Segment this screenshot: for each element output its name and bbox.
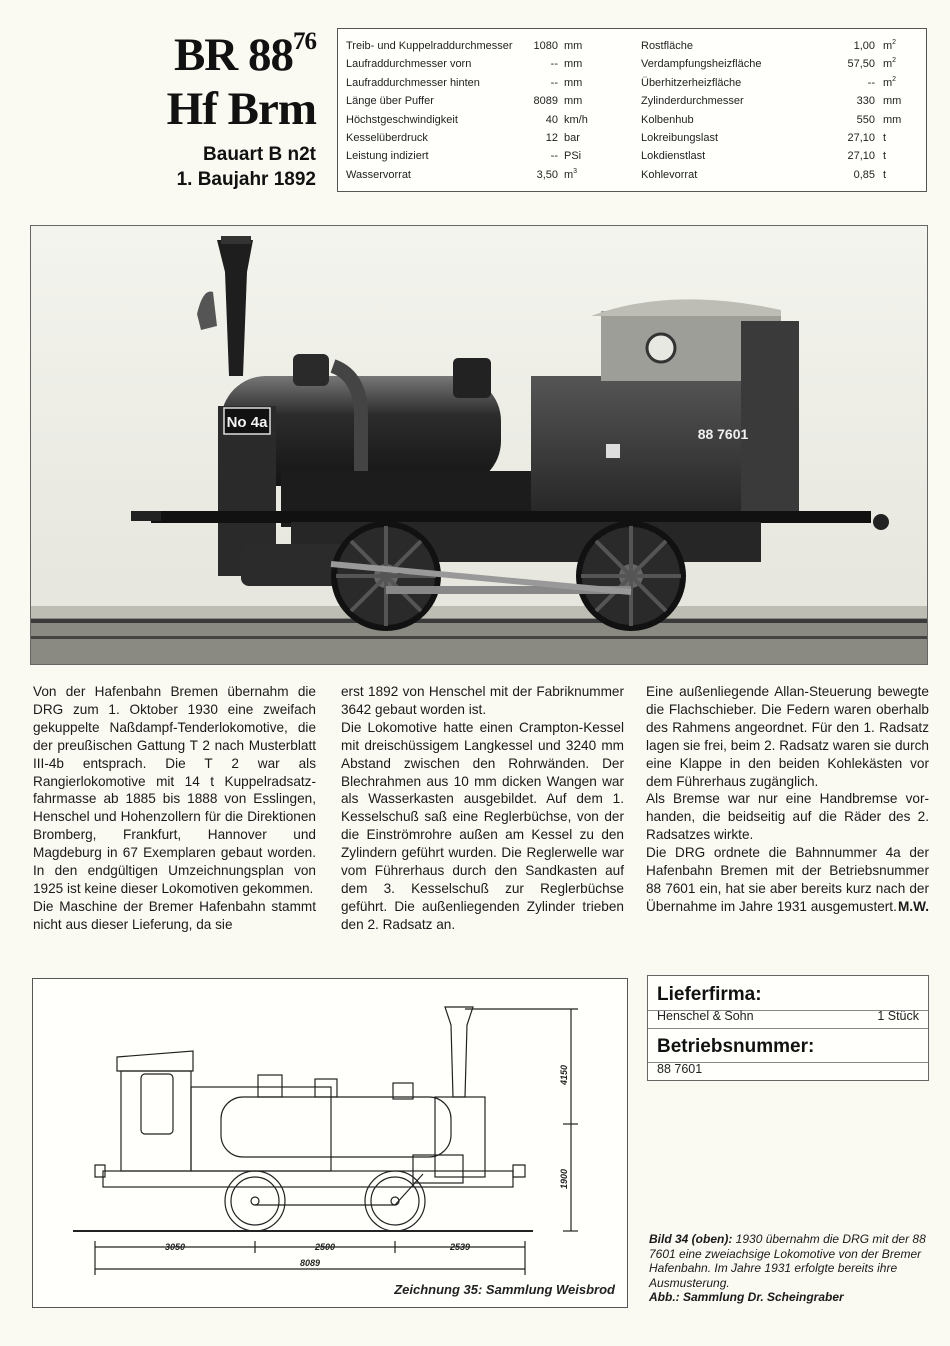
- spec-row: Zylinderdurchmesser 330 mm: [641, 95, 902, 108]
- baujahr-label: 1. Baujahr 1892: [176, 169, 316, 190]
- dimension-label: 3050: [164, 1242, 186, 1252]
- dimension-label: 4150: [559, 1064, 569, 1086]
- body-text-column-1: Von der Hafenbahn Bremen übernahm die DRG zum 1. Oktober 1930 eine zweifach gekuppelte Naßdampf-Tenderlokomotive, die der preußischen Gattung T 2 nach Musterblatt III-4b entsprach. Die T 2 war als Rangierlokomotive mit 14 t Kuppelradsatzfahrmasse ab 1885 bis 1888 von Esslingen, Henschel und Hohenzollern für die Direktionen Bromberg, Frankfurt, Hannover und Magdeburg in 67 Exemplaren gebaut worden. In den endgültigen Umzeichnungsplan von 1925 ist keine dieser Lokomotiven gekommen. Die Maschine der Bremer Hafenbahn stammt nicht aus dieser Lieferung, da sie: [33, 684, 316, 932]
- body-text-column-3: Eine außenliegende Allan-Steuerung bewegte die Flachschieber. Die Federn waren oberhalb des Rahmens angeordnet. Für den 1. Radsatz lagen sie frei, beim 2. Radsatz waren sie durch eine Klappe in den beiden Kohlekästen vor dem Führerhaus zugänglich. Als Bremse war nur eine Handbremse vorhanden, die beidseitig auf die Räder des 2. Radsatzes wirkte. Die DRG ordnete die Bahnnummer 4a der Hafenbahn Bremen mit der Betriebsnummer 88 7601 ein, hat sie aber bereits kurz nach der Übernahme im Jahre 1931 ausgemustert. M.W.: [646, 684, 929, 914]
- supplier-quantity: 1 Stück: [877, 1009, 919, 1023]
- technical-drawing: [32, 978, 628, 1308]
- photo-credit: Abb.: Sammlung Dr. Scheingraber: [649, 1290, 844, 1305]
- title-block: [120, 28, 316, 192]
- photo-caption: [649, 1232, 934, 1305]
- class-title: BR $88^{76}$: [173, 28, 316, 81]
- spec-row: Höchstgeschwindigkeit 40 km/h: [346, 113, 588, 126]
- spec-row: Laufraddurchmesser vorn -- mm: [346, 58, 583, 71]
- railway-title: Hf Brm: [166, 83, 316, 135]
- dimension-label: 8089: [299, 1258, 321, 1268]
- bauart-label: Bauart B n2t: [203, 144, 316, 165]
- front-wheel: [334, 524, 438, 628]
- spec-row: Verdampfungsheizfläche 57,50 $m^2$: [641, 57, 897, 71]
- spec-column-right: [641, 37, 913, 184]
- supplier-name: Henschel & Sohn: [657, 1009, 754, 1023]
- locomotive-photo: [30, 225, 928, 665]
- supplier-heading: Lieferfirma:: [657, 984, 762, 1005]
- spec-row: Laufraddurchmesser hinten -- mm: [346, 76, 583, 89]
- photo-caption-lead: Bild 34 (oben):: [649, 1232, 733, 1246]
- supplier-info-box: [647, 975, 929, 1081]
- spec-row: Lokdienstlast 27,10 t: [641, 150, 887, 163]
- spec-row: Länge über Puffer 8089 mm: [346, 95, 583, 108]
- spec-row: Wasservorrat 3,50 $m^3$: [346, 167, 578, 181]
- spec-row: Überhitzerheizfläche -- $m^2$: [641, 75, 897, 89]
- spec-row: Kolbenhub 550 mm: [641, 113, 902, 126]
- dimension-label: 2539: [449, 1242, 471, 1252]
- spec-row: Kohlevorrat 0,85 t: [641, 168, 887, 181]
- locomotive-photo-illustration: [31, 226, 928, 665]
- body-text-column-2: erst 1892 von Henschel mit der Fabriknummer 3642 gebaut worden ist. Die Lokomotive hatte einen Crampton-Kessel mit dreischüssigem Langkessel und 3240 mm Abstand zwischen den Rohrwänden. Der Blechrahmen aus 10 mm dicken Wangen war als Wasserkasten ausgebildet. Auf dem 1. Kesselschuß saß eine Reglerbüchse, von der die Einströmrohre außen am Kessel zu den Zylindern geführt wurden. Die Reglerwelle war vom Führerhaus durch den Sandkasten auf dem 3. Kesselschuß zur Reglerbüchse geführt. Die außenliegenden Zylinder trieben den 2. Radsatz an.: [341, 684, 624, 932]
- number-plate: No 4a: [226, 414, 268, 431]
- author-initials: M.W.: [898, 898, 929, 914]
- operating-number: 88 7601: [657, 1062, 703, 1076]
- dimension-label: 1900: [559, 1168, 569, 1190]
- operating-number-heading: Betriebsnummer:: [657, 1036, 815, 1057]
- spec-column-left: [346, 37, 608, 184]
- spec-row: Rostfläche 1,00 $m^2$: [641, 39, 897, 52]
- dimension-label: 2500: [314, 1242, 336, 1252]
- rear-wheel: [579, 524, 683, 628]
- spec-row: Kesselüberdruck 12 bar: [346, 131, 580, 144]
- spec-row: Leistung indiziert -- PSi: [346, 150, 582, 163]
- photo-caption-text: 1930 übernahm die DRG mit der 88 7601 eine zweiachsige Lokomotive von der Bremer Hafenbahn. Im Jahre 1931 erfolgte bereits ihre Ausmusterung.: [649, 1232, 926, 1290]
- drawing-caption: Zeichnung 35: Sammlung Weisbrod: [394, 1282, 615, 1297]
- technical-drawing-illustration: [33, 979, 628, 1308]
- loco-number-plate: 88 7601: [697, 426, 749, 442]
- divider: [648, 1028, 928, 1029]
- spec-row: Treib- und Kuppelraddurchmesser 1080 mm: [346, 40, 583, 52]
- spec-table: [337, 28, 927, 192]
- spec-row: Lokreibungslast 27,10 t: [641, 131, 887, 144]
